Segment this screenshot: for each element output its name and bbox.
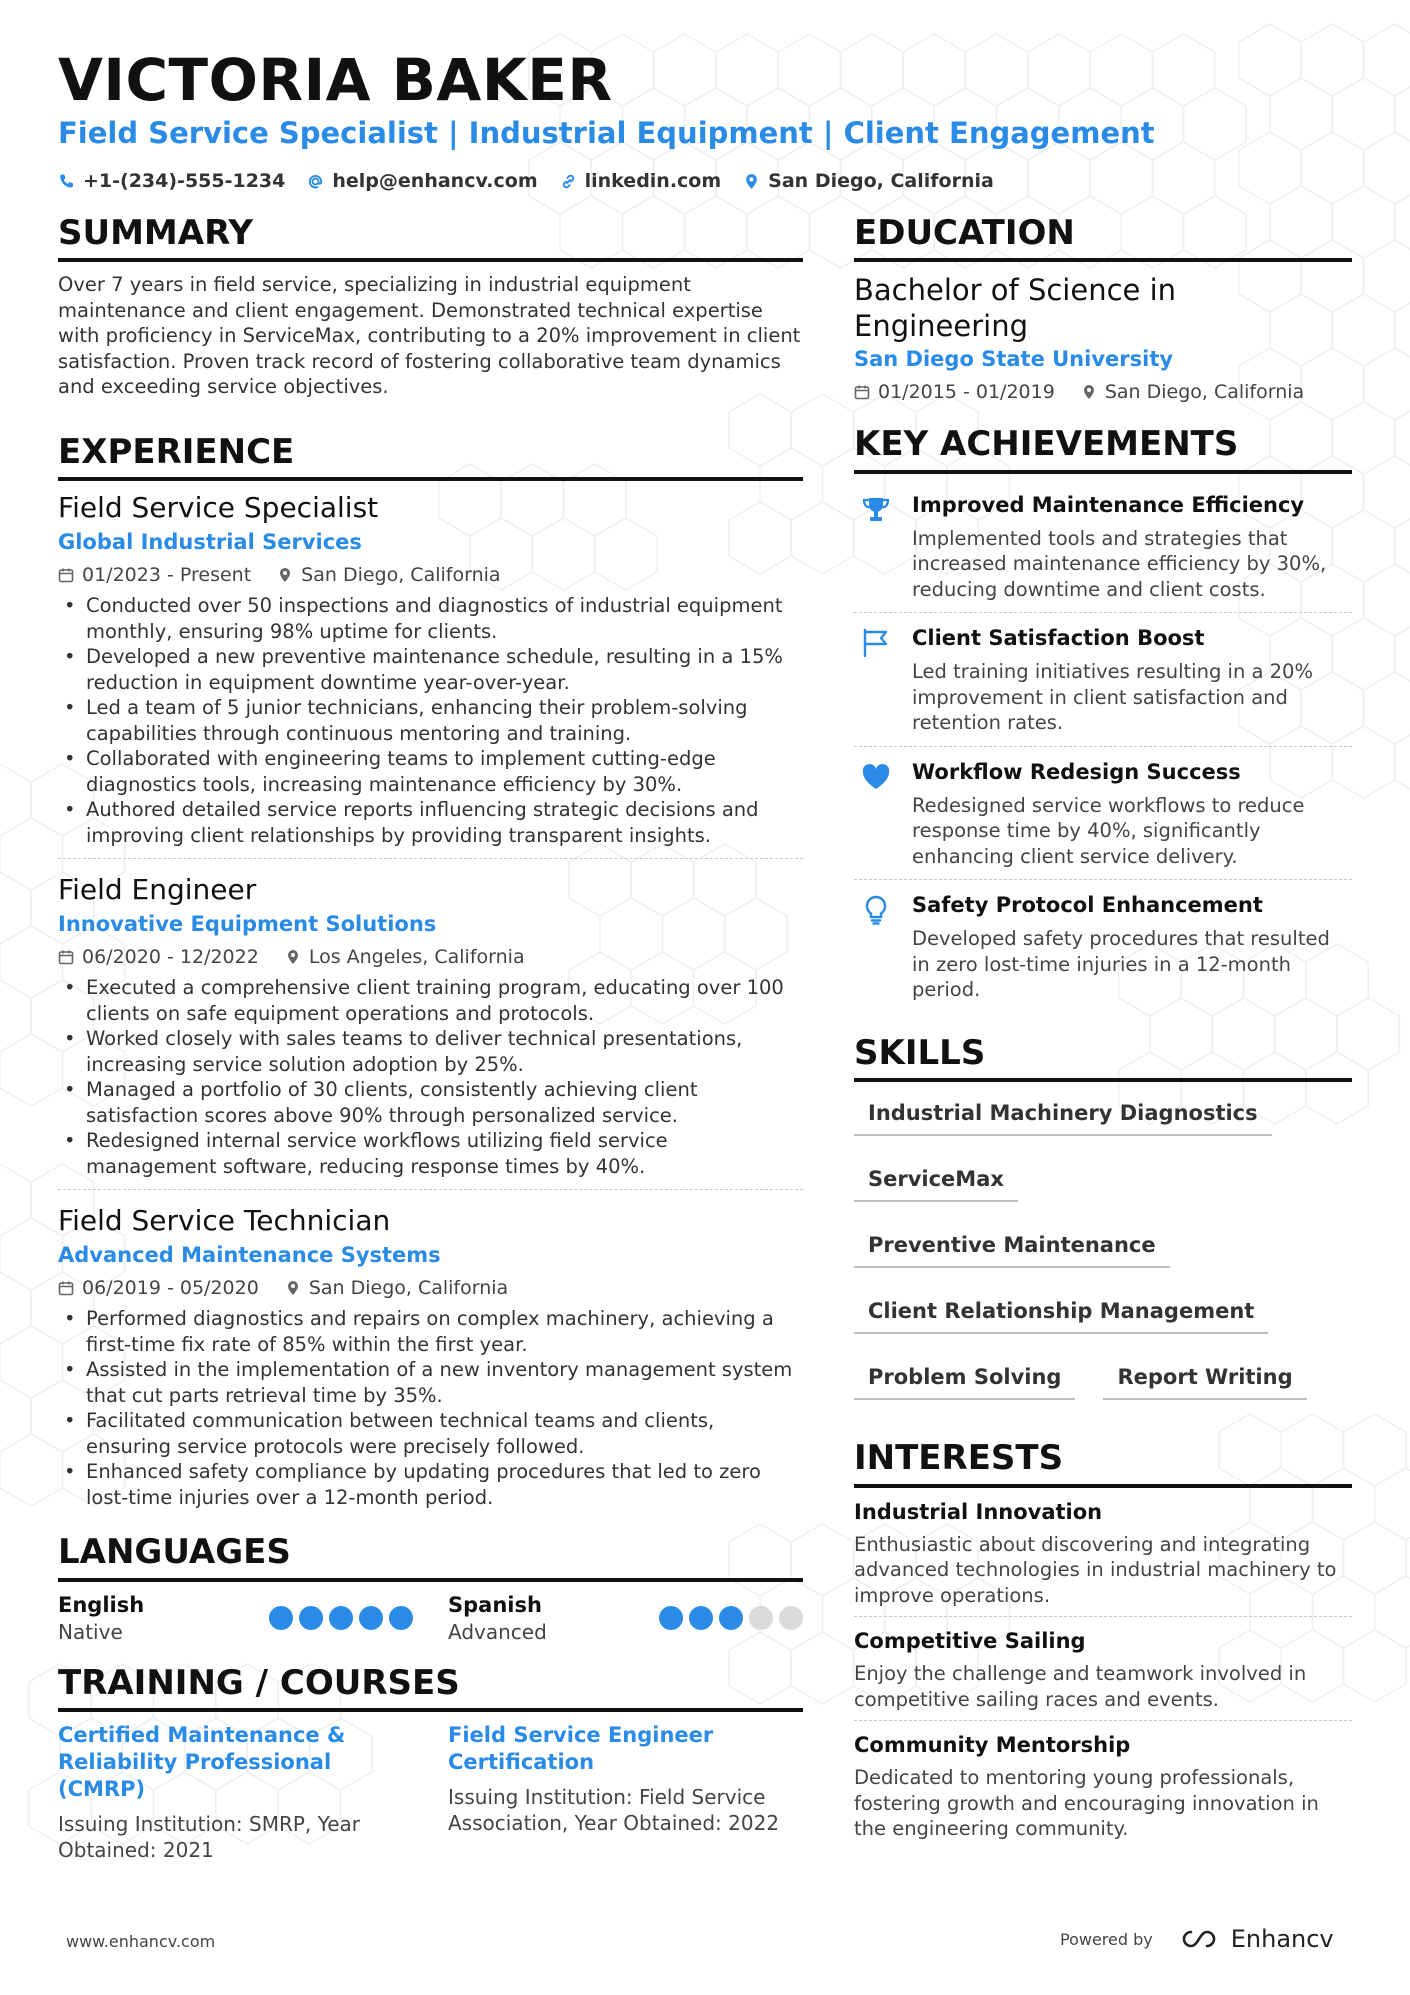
interest-desc: Enthusiastic about discovering and integrating advanced technologies in industrial machinery to improve operations. <box>854 1532 1337 1607</box>
skill-tag: Industrial Machinery Diagnostics <box>854 1100 1272 1136</box>
rating-dot-filled <box>359 1606 383 1630</box>
achievement-icon-wrap <box>854 757 898 870</box>
language-level: Native <box>58 1619 123 1644</box>
job-title: Field Service Specialist <box>58 491 379 525</box>
interest-item <box>854 1731 1352 1850</box>
education-location-text: San Diego, California <box>1104 381 1305 404</box>
education-section <box>854 215 1352 404</box>
skill-tag: Problem Solving <box>854 1364 1075 1400</box>
degree: Bachelor of Science in Engineering <box>854 273 1177 344</box>
left-column <box>58 215 803 1863</box>
footer-website[interactable]: www.enhancv.com <box>66 1932 216 1951</box>
job-title: Field Service Technician <box>58 1204 391 1238</box>
skill-tag: Preventive Maintenance <box>854 1232 1170 1268</box>
achievement-item <box>854 751 1352 881</box>
job-dates-text: 06/2020 - 12/2022 <box>82 946 259 969</box>
rating-dot-filled <box>689 1606 713 1630</box>
achievement-icon-wrap <box>854 890 898 1003</box>
calendar-icon <box>58 1280 74 1296</box>
contact-email-text: help@enhancv.com <box>332 170 538 192</box>
location-icon <box>285 949 301 965</box>
achievement-desc: Led training initiatives resulting in a 20% improvement in client satisfaction and retention rates. <box>912 660 1313 735</box>
language-rating <box>269 1606 413 1630</box>
achievement-desc: Redesigned service workflows to reduce response time by 40%, significantly enhancing client service delivery. <box>912 793 1305 868</box>
experience-entry <box>58 491 803 859</box>
heart-icon <box>860 761 892 793</box>
contact-location-text: San Diego, California <box>768 170 994 192</box>
rating-dot-filled <box>389 1606 413 1630</box>
education-location <box>1081 380 1304 404</box>
bullet: • Assisted in the implementation of a new inventory management system that cut parts retrieval time by 35%. <box>58 1357 803 1408</box>
calendar-icon <box>854 384 870 400</box>
summary-text: Over 7 years in field service, specializing in industrial equipment maintenance and client engagement. Demonstrated technical expertise with proficiency in ServiceMax, contributing to a 20% improvement in client satisfaction. Proven track record of fostering collaborative team dynamics and exceeding service objectives. <box>58 273 801 399</box>
skills-section <box>854 1032 1352 1400</box>
job-title: Field Engineer <box>58 873 257 907</box>
bullet: • Managed a portfolio of 30 clients, consistently achieving client satisfaction scores above 90% through personalized service. <box>58 1077 803 1128</box>
achievement-item <box>854 484 1352 614</box>
experience-entry <box>58 1204 803 1520</box>
achievement-item <box>854 617 1352 747</box>
skill-tag: Report Writing <box>1103 1364 1306 1400</box>
language-level: Advanced <box>448 1619 547 1644</box>
school-name: San Diego State University <box>854 347 1174 372</box>
training-item-title: Field Service Engineer Certification <box>448 1723 714 1775</box>
bullet: • Authored detailed service reports influencing strategic decisions and improving client relationships by providing transparent insights. <box>58 797 803 848</box>
calendar-icon <box>58 949 74 965</box>
skill-tag: ServiceMax <box>854 1166 1018 1202</box>
link-icon <box>560 173 577 190</box>
contact-linkedin-text: linkedin.com <box>584 170 722 192</box>
achievement-icon-wrap <box>854 490 898 603</box>
rating-dot-filled <box>659 1606 683 1630</box>
interest-title: Industrial Innovation <box>854 1499 1103 1524</box>
job-location <box>285 1276 508 1300</box>
training-title: TRAINING / COURSES <box>58 1665 803 1712</box>
summary-title: SUMMARY <box>58 215 803 262</box>
experience-title: EXPERIENCE <box>58 434 803 481</box>
job-location-text: Los Angeles, California <box>308 946 525 969</box>
contact-location <box>743 170 994 192</box>
rating-dot-empty <box>779 1606 803 1630</box>
bullet: • Facilitated communication between technical teams and clients, ensuring service protocols were precisely followed. <box>58 1408 803 1459</box>
job-meta <box>58 1276 803 1300</box>
education-title: EDUCATION <box>854 215 1352 262</box>
rating-dot-filled <box>299 1606 323 1630</box>
bullet: • Conducted over 50 inspections and diagnostics of industrial equipment monthly, ensuring 98% uptime for clients. <box>58 593 803 644</box>
achievement-title: Safety Protocol Enhancement <box>912 893 1263 918</box>
language-item <box>58 1592 413 1645</box>
calendar-icon <box>58 567 74 583</box>
company-name: Advanced Maintenance Systems <box>58 1243 441 1268</box>
interest-desc: Dedicated to mentoring young professionals, fostering growth and encouraging innovation in the engineering community. <box>854 1766 1319 1841</box>
achievement-title: Client Satisfaction Boost <box>912 626 1205 651</box>
bullet: • Performed diagnostics and repairs on complex machinery, achieving a first-time fix rate of 85% within the first year. <box>58 1306 803 1357</box>
job-bullets <box>58 1306 803 1510</box>
job-dates-text: 01/2023 - Present <box>82 564 252 587</box>
achievement-desc: Developed safety procedures that resulted in zero lost-time injuries in a 12-month period. <box>912 927 1330 1002</box>
at-icon <box>307 173 324 190</box>
location-icon <box>285 1280 301 1296</box>
job-meta <box>58 563 803 587</box>
interest-title: Community Mentorship <box>854 1733 1131 1758</box>
achievement-title: Improved Maintenance Efficiency <box>912 492 1305 517</box>
languages-title: LANGUAGES <box>58 1534 803 1581</box>
achievements-title: KEY ACHIEVEMENTS <box>854 426 1352 473</box>
job-bullets <box>58 593 803 848</box>
bullet: • Led a team of 5 junior technicians, enhancing their problem-solving capabilities through continuous mentoring and training. <box>58 695 803 746</box>
location-icon <box>1081 384 1097 400</box>
job-location <box>277 563 500 587</box>
phone-icon <box>58 173 75 190</box>
skills-list <box>854 1100 1352 1400</box>
powered-by-label: Powered by <box>1060 1929 1153 1949</box>
achievements-section <box>854 426 1352 1012</box>
contact-phone[interactable] <box>58 170 285 192</box>
headline: Field Service Specialist | Industrial Equipment | Client Engagement <box>58 116 1155 150</box>
job-location-text: San Diego, California <box>301 564 501 587</box>
brand-logo[interactable] <box>1177 1925 1334 1953</box>
company-name: Global Industrial Services <box>58 530 362 555</box>
trophy-icon <box>860 494 892 526</box>
rating-dot-filled <box>719 1606 743 1630</box>
job-meta <box>58 945 803 969</box>
languages-row <box>58 1592 803 1645</box>
flag-icon <box>860 627 892 659</box>
enhancv-logo-icon <box>1177 1927 1221 1951</box>
bullet: • Executed a comprehensive client training program, educating over 100 clients on safe equipment operations and protocols. <box>58 975 803 1026</box>
contact-email[interactable] <box>307 170 537 192</box>
achievement-icon-wrap <box>854 623 898 736</box>
summary-section <box>58 215 803 400</box>
achievement-item <box>854 884 1352 1013</box>
rating-dot-filled <box>329 1606 353 1630</box>
training-item-desc: Issuing Institution: SMRP, Year Obtained: 2021 <box>58 1812 360 1863</box>
job-dates <box>58 563 251 587</box>
skill-tag: Client Relationship Management <box>854 1298 1268 1334</box>
achievement-desc: Implemented tools and strategies that increased maintenance efficiency by 30%, reducing downtime and client costs. <box>912 526 1327 601</box>
job-dates-text: 06/2019 - 05/2020 <box>82 1277 259 1300</box>
experience-entry <box>58 873 803 1190</box>
bullet: • Redesigned internal service workflows utilizing field service management software, reducing response times by 40%. <box>58 1128 803 1179</box>
interest-desc: Enjoy the challenge and teamwork involved in competitive sailing races and events. <box>854 1662 1307 1711</box>
job-bullets <box>58 975 803 1179</box>
bullet: • Enhanced safety compliance by updating procedures that led to zero lost-time injuries over a 12-month period. <box>58 1459 803 1510</box>
language-item <box>448 1592 803 1645</box>
language-name: Spanish <box>448 1592 542 1617</box>
language-name: English <box>58 1592 145 1617</box>
training-item <box>58 1722 413 1863</box>
interest-item <box>854 1627 1352 1721</box>
lightbulb-icon <box>860 894 892 926</box>
training-item <box>448 1722 803 1863</box>
education-dates <box>854 380 1055 404</box>
interest-title: Competitive Sailing <box>854 1629 1086 1654</box>
location-icon <box>277 567 293 583</box>
education-meta <box>854 380 1352 404</box>
rating-dot-empty <box>749 1606 773 1630</box>
brand-name: Enhancv <box>1230 1925 1334 1953</box>
skills-title: SKILLS <box>854 1035 1352 1082</box>
right-column <box>854 215 1352 1860</box>
bullet: • Worked closely with sales teams to deliver technical presentations, increasing service solution adoption by 25%. <box>58 1026 803 1077</box>
job-location <box>285 945 525 969</box>
interests-section <box>854 1440 1352 1849</box>
training-section <box>58 1662 803 1863</box>
company-name: Innovative Equipment Solutions <box>58 912 437 937</box>
rating-dot-filled <box>269 1606 293 1630</box>
experience-section <box>58 431 803 1520</box>
contact-bar <box>58 170 994 192</box>
location-icon <box>743 173 760 190</box>
interest-item <box>854 1498 1352 1618</box>
job-dates <box>58 945 259 969</box>
training-item-title: Certified Maintenance & Reliability Professional (CMRP) <box>58 1723 346 1802</box>
job-location-text: San Diego, California <box>308 1277 509 1300</box>
candidate-name: VICTORIA BAKER <box>58 46 613 114</box>
language-rating <box>659 1606 803 1630</box>
job-dates <box>58 1276 259 1300</box>
bullet: • Developed a new preventive maintenance schedule, resulting in a 15% reduction in equipment downtime year-over-year. <box>58 644 803 695</box>
bullet: • Collaborated with engineering teams to implement cutting-edge diagnostics tools, increasing maintenance efficiency by 30%. <box>58 746 803 797</box>
footer-branding <box>1060 1925 1334 1953</box>
education-dates-text: 01/2015 - 01/2019 <box>878 381 1055 404</box>
contact-linkedin[interactable] <box>560 170 722 192</box>
achievement-title: Workflow Redesign Success <box>912 759 1241 784</box>
training-item-desc: Issuing Institution: Field Service Association, Year Obtained: 2022 <box>448 1785 780 1836</box>
contact-phone-text: +1-(234)-555-1234 <box>83 170 286 192</box>
training-row <box>58 1722 803 1863</box>
languages-section <box>58 1534 803 1644</box>
interests-title: INTERESTS <box>854 1440 1352 1487</box>
